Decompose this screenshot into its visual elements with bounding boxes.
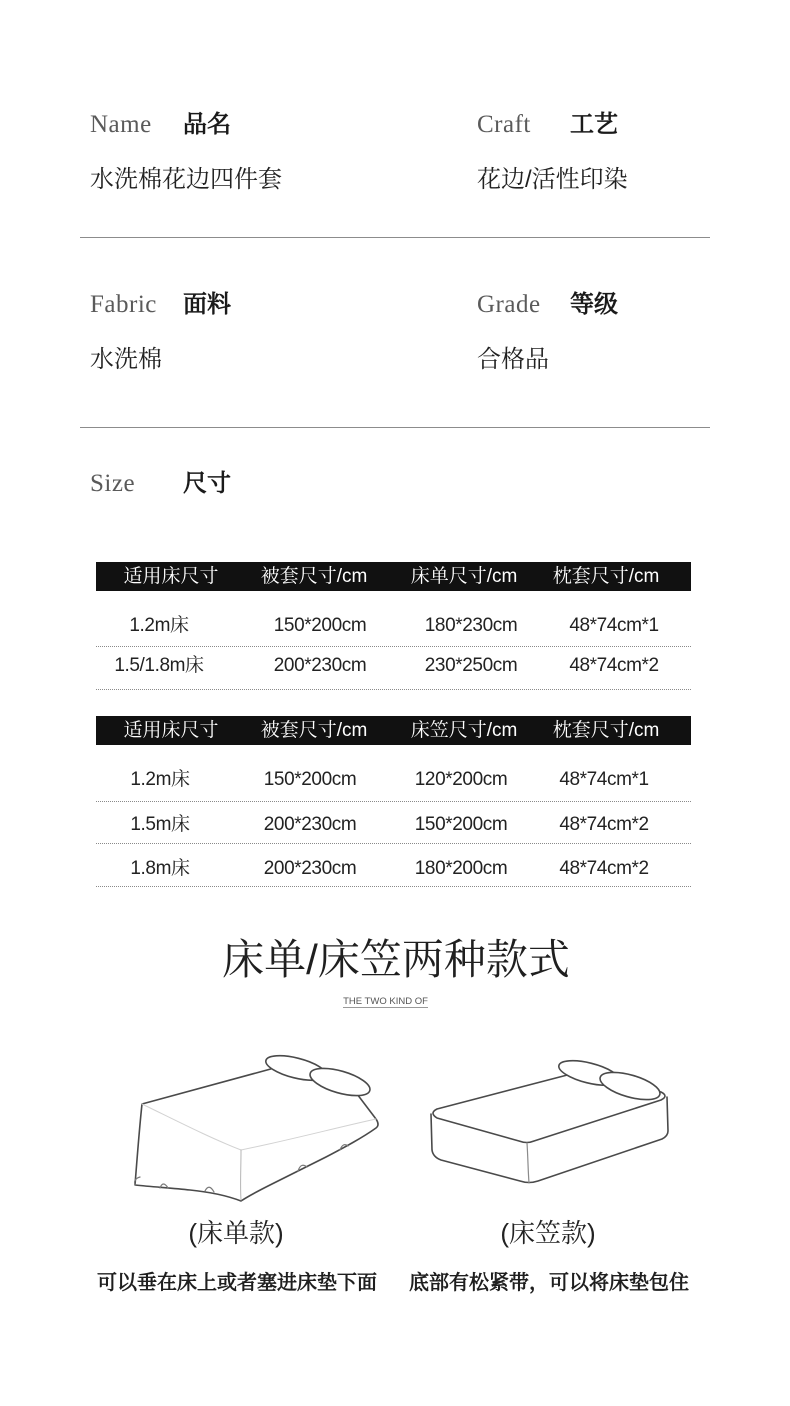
column-header: 适用床尺寸 — [123, 720, 219, 741]
table-row — [96, 810, 691, 840]
table-cell: 1.5m床 — [130, 814, 190, 835]
size-label-zh: 尺寸 — [183, 470, 231, 497]
table-cell: 120*200cm — [414, 769, 508, 790]
style-label-flat-sheet: (床单款) — [188, 1218, 284, 1248]
style-caption-flat-sheet: 可以垂在床上或者塞进床垫下面 — [97, 1272, 377, 1294]
spec-label-en: Grade — [477, 291, 541, 318]
spec-label-zh: 工艺 — [570, 111, 618, 138]
column-header: 枕套尺寸/cm — [552, 720, 660, 741]
column-header: 床单尺寸/cm — [410, 566, 518, 587]
size-heading — [90, 469, 290, 499]
style-label-fitted-sheet: (床笠款) — [500, 1218, 596, 1248]
table-header-fitted-sheet — [96, 716, 691, 745]
bed-styles-illustration — [110, 1040, 690, 1215]
column-header: 适用床尺寸 — [123, 566, 219, 587]
table-cell: 200*230cm — [263, 858, 357, 879]
column-header: 被套尺寸/cm — [260, 720, 368, 741]
spec-label-en: Name — [90, 111, 152, 138]
spec-label-en: Fabric — [90, 291, 157, 318]
table-cell: 200*230cm — [263, 814, 357, 835]
spec-value: 合格品 — [477, 346, 549, 373]
table-cell: 48*74cm*2 — [559, 814, 649, 835]
table-row — [96, 854, 691, 884]
styles-title: 床单/床笠两种款式 — [222, 936, 570, 983]
styles-subtitle-wrap — [325, 991, 446, 1005]
table-cell: 1.2m床 — [130, 769, 190, 790]
table-cell: 1.8m床 — [130, 858, 190, 879]
column-header: 枕套尺寸/cm — [552, 566, 660, 587]
table-cell: 150*200cm — [414, 814, 508, 835]
row-divider — [96, 689, 691, 690]
table-cell: 150*200cm — [263, 769, 357, 790]
size-label-en: Size — [90, 470, 136, 497]
section-divider — [80, 237, 710, 238]
spec-value: 花边/活性印染 — [477, 166, 628, 193]
style-caption-fitted-sheet: 底部有松紧带，可以将床垫包住 — [409, 1272, 689, 1294]
spec-item-fabric — [90, 290, 340, 380]
table-row — [96, 765, 691, 795]
table-cell: 150*200cm — [273, 615, 367, 636]
table-row — [96, 611, 691, 641]
row-divider — [96, 801, 691, 802]
table-cell: 230*250cm — [424, 655, 518, 676]
column-header: 床笠尺寸/cm — [410, 720, 518, 741]
column-header: 被套尺寸/cm — [260, 566, 368, 587]
table-header-flat-sheet — [96, 562, 691, 591]
spec-item-craft — [477, 110, 727, 200]
table-cell: 1.5/1.8m床 — [114, 655, 204, 676]
fitted-sheet-bed-icon — [431, 1056, 668, 1183]
table-row — [96, 651, 691, 681]
flat-sheet-bed-icon — [135, 1051, 378, 1201]
row-divider — [96, 886, 691, 887]
spec-label-zh: 等级 — [570, 291, 618, 318]
table-cell: 48*74cm*2 — [569, 655, 659, 676]
table-cell: 180*200cm — [414, 858, 508, 879]
table-cell: 48*74cm*1 — [559, 769, 649, 790]
table-cell: 180*230cm — [424, 615, 518, 636]
table-cell: 48*74cm*2 — [559, 858, 649, 879]
spec-item-name — [90, 110, 340, 200]
spec-item-grade — [477, 290, 727, 380]
table-cell: 200*230cm — [273, 655, 367, 676]
table-cell: 48*74cm*1 — [569, 615, 659, 636]
row-divider — [96, 843, 691, 844]
spec-label-en: Craft — [477, 111, 531, 138]
spec-label-zh: 面料 — [183, 291, 231, 318]
spec-value: 水洗棉花边四件套 — [90, 166, 282, 193]
spec-label-zh: 品名 — [183, 111, 231, 138]
table-cell: 1.2m床 — [129, 615, 189, 636]
styles-subtitle: THE TWO KIND OF — [343, 996, 428, 1007]
row-divider — [96, 646, 691, 647]
spec-value: 水洗棉 — [90, 346, 162, 373]
section-divider — [80, 427, 710, 428]
